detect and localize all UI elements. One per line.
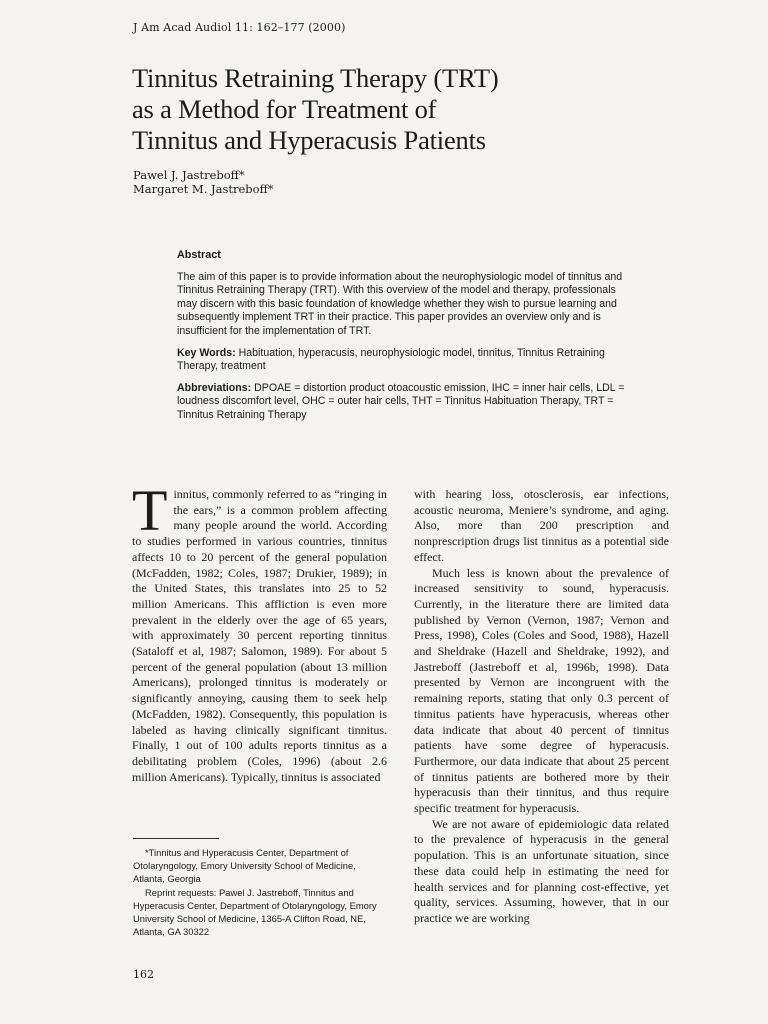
keywords-text: Habituation, hyperacusis, neurophysiologic model, tinnitus, Tinnitus Retraining Therapy, treatment — [177, 346, 605, 373]
body-paragraph — [132, 478, 387, 785]
abstract-section — [177, 249, 629, 431]
author-list — [133, 168, 274, 196]
abbreviations-label: Abbreviations: — [177, 381, 252, 394]
body-column-right — [414, 487, 669, 927]
author-name: Margaret M. Jastreboff* — [133, 182, 274, 196]
body-paragraph: with hearing loss, otosclerosis, ear infections, acoustic neuroma, Meniere’s syndrome, and aging. Also, more than 200 prescription and nonprescription drugs list tinnitus as a potential side effect. — [414, 487, 669, 564]
page-number: 162 — [133, 968, 154, 981]
author-name: Pawel J. Jastreboff* — [133, 168, 245, 182]
body-paragraph: Much less is known about the prevalence of increased sensitivity to sound, hyperacusis. Currently, in the literature there are limited data published by Vernon (Vernon, 1987; Vernon and Press, 1998), Coles (Coles and Sood, 1988), Hazell and Sheldrake (Hazell and Sheldrake, 1992), and Jastreboff (Jastreboff et al, 1996b, 1998). Data presented by Vernon are incongruent with the remaining reports, stating that only 0.3 percent of tinnitus patients have hyperacusis, whereas other data indicate that about 40 percent of tinnitus patients have some degree of hyperacusis. Furthermore, our data indicate that about 25 percent of tinnitus patients are bothered more by their hyperacusis than their tinnitus, and thus require specific treatment for hyperacusis. — [414, 565, 669, 816]
journal-reference: J Am Acad Audiol 11: 162–177 (2000) — [133, 21, 346, 34]
footnote-divider — [133, 838, 219, 839]
abbreviations — [177, 382, 629, 423]
footnote-reprint: Reprint requests: Pawel J. Jastreboff, Tinnitus and Hyperacusis Center, Department of Otolaryngology, Emory University School of Medicine, 1365-A Clifton Road, NE, Atlanta, GA 30322 — [133, 886, 377, 938]
footnote-affiliation: *Tinnitus and Hyperacusis Center, Department of Otolaryngology, Emory University School of Medicine, Atlanta, Georgia — [133, 847, 356, 885]
footnotes — [133, 846, 388, 938]
keywords-label: Key Words: — [177, 346, 236, 359]
abstract-heading: Abstract — [177, 249, 221, 261]
body-column-left — [132, 478, 387, 785]
drop-cap: T — [132, 478, 168, 543]
article-title — [132, 63, 692, 156]
keywords — [177, 347, 629, 374]
paragraph-text: innitus, commonly referred to as “ringing in the ears,” is a common problem affecting many people around the world. According to studies performed in various countries, tinnitus affects 10 to 20 percent of the general population (McFadden, 1982; Coles, 1987; Drukier, 1989); in the United States, this translates into 25 to 52 million Americans. This affliction is even more prevalent in the elderly over the age of 65 years, with approximately 30 percent reporting tinnitus (Sataloff et al, 1987; Salomon, 1989). For about 5 percent of the general population (about 13 million Americans), prolonged tinnitus is moderately or significantly annoying, causing them to seek help (McFadden, 1982). Consequently, this population is labeled as having clinically significant tinnitus. Finally, 1 out of 100 adults reports tinnitus as a debilitating problem (Coles, 1996) (about 2.6 million Americans). Typically, tinnitus is associated — [132, 487, 387, 784]
body-paragraph: We are not aware of epidemiologic data related to the prevalence of hyperacusis in the general population. This is an unfortunate situation, since these data could help in estimating the need for health services and for planning cost-effective, yet quality, services. Assuming, however, that in our practice we are working — [414, 816, 669, 925]
abbreviations-text: DPOAE = distortion product otoacoustic emission, IHC = inner hair cells, LDL = loudness discomfort level, OHC = outer hair cells, THT = Tinnitus Habituation Therapy, TRT = Tinnitus Retraining Therapy — [177, 381, 625, 421]
title-line: Tinnitus Retraining Therapy (TRT) — [132, 63, 499, 93]
title-line: Tinnitus and Hyperacusis Patients — [132, 125, 486, 155]
abstract-text: The aim of this paper is to provide information about the neurophysiologic model of tinnitus and Tinnitus Retraining Therapy (TRT). With this overview of the model and therapy, professionals may discern with this basic foundation of knowledge whether they wish to pursue learning and subsequently implement TRT in their practice. This paper provides an overview only and is insufficient for the implementation of TRT. — [177, 270, 623, 337]
title-line: as a Method for Treatment of — [132, 94, 437, 124]
